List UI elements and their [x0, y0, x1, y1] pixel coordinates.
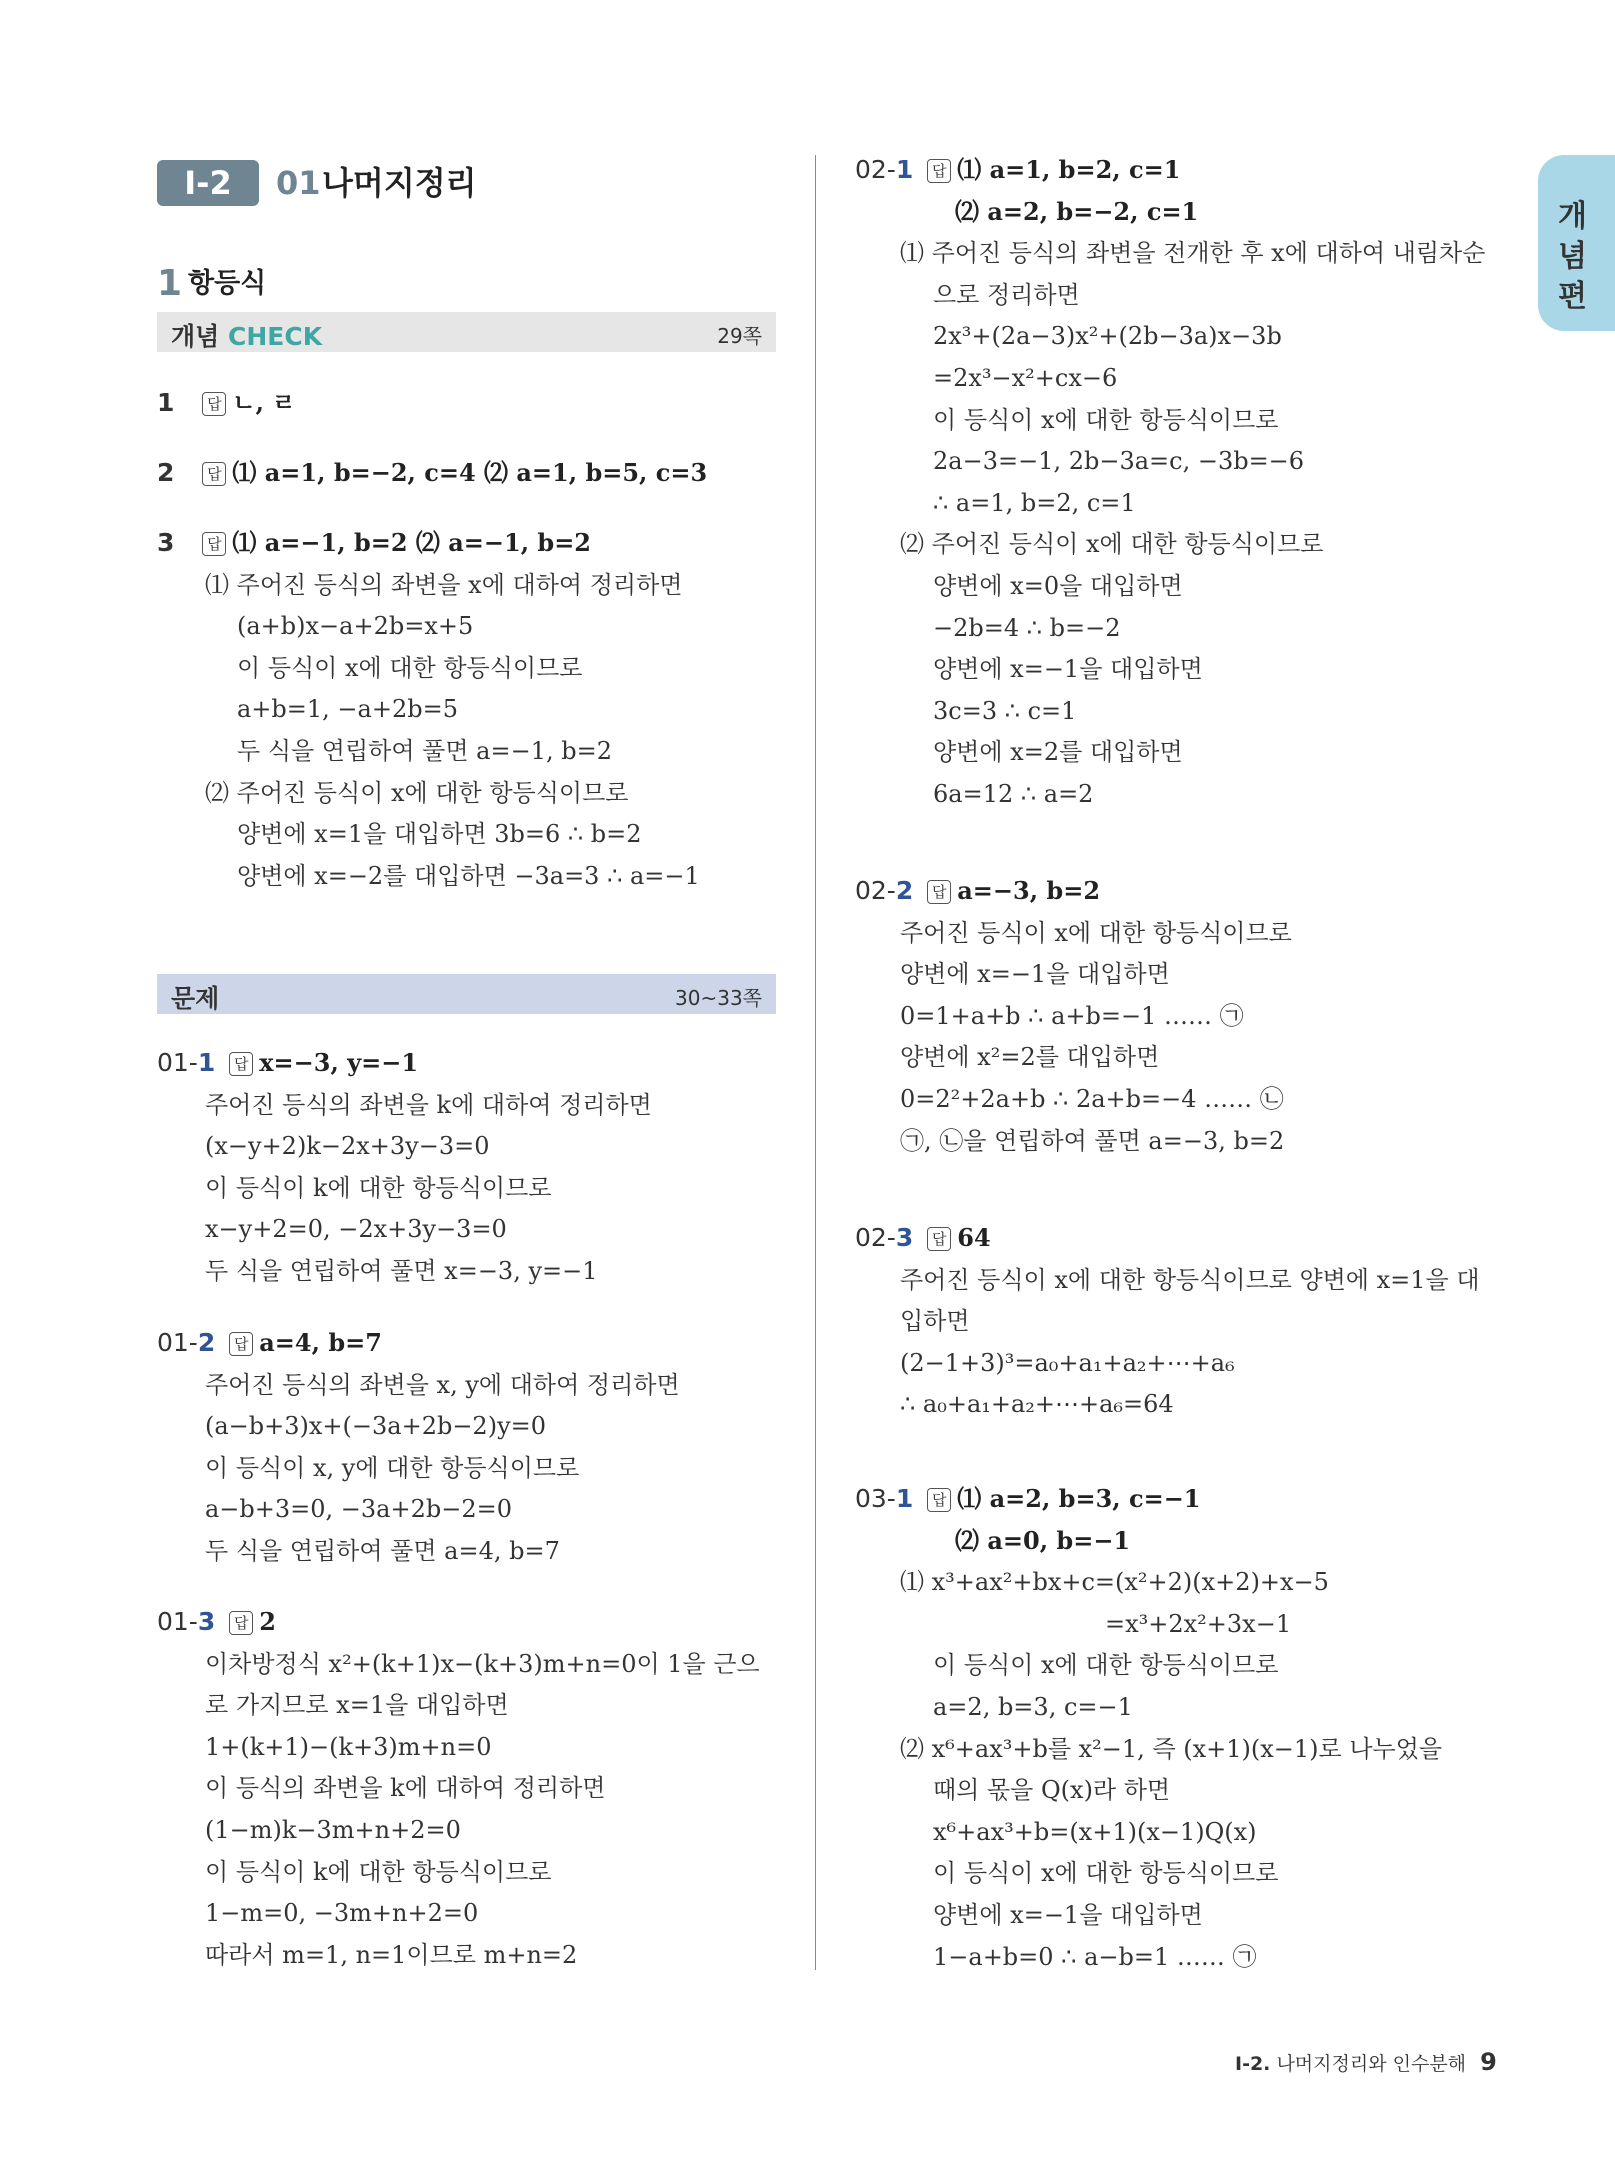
problem-03-1-answer: ⑴ a=2, b=3, c=−1: [957, 1484, 1201, 1513]
problem-solution-line: a−b+3=0, −3a+2b−2=0: [205, 1495, 512, 1524]
problem-solution-line: 이 등식이 x에 대한 항등식이므로: [933, 1859, 1279, 1888]
problem-solution-line: 0=1+a+b ∴ a+b=−1 …… ㉠: [900, 1001, 1244, 1030]
check-solution-line: a+b=1, −a+2b=5: [237, 695, 458, 724]
problem-solution-line: 이 등식이 x에 대한 항등식이므로: [933, 405, 1279, 434]
problem-01-1-answer: x=−3, y=−1: [259, 1048, 419, 1077]
problem-solution-line: 1−a+b=0 ∴ a−b=1 …… ㉠: [933, 1942, 1257, 1971]
problem-solution-line: 주어진 등식이 x에 대한 항등식이므로 양변에 x=1을 대: [900, 1265, 1480, 1294]
check-item-answer: ⑴ a=−1, b=2 ⑵ a=−1, b=2: [232, 528, 592, 557]
problem-solution-line: 두 식을 연립하여 풀면 a=4, b=7: [205, 1537, 560, 1565]
problem-03-1-number: 03-1: [855, 1484, 914, 1513]
problem-solution-line: ∴ a=1, b=2, c=1: [933, 488, 1136, 517]
problem-solution-line: ⑴ 주어진 등식의 좌변을 전개한 후 x에 대하여 내림차순: [900, 239, 1486, 268]
problem-solution-line: 2a−3=−1, 2b−3a=c, −3b=−6: [933, 447, 1305, 476]
check-item-answer: ㄴ, ㄹ: [232, 388, 296, 417]
page-number: 9: [1480, 2048, 1497, 2076]
problem-solution-line: =2x³−x²+cx−6: [933, 364, 1118, 392]
problem-solution-line: 으로 정리하면: [933, 280, 1080, 309]
problem-03-1-header: [855, 1484, 1201, 1514]
problem-solution-line: 6a=12 ∴ a=2: [933, 780, 1094, 808]
problem-solution-line: 0=2²+2a+b ∴ 2a+b=−4 …… ㉡: [900, 1085, 1284, 1113]
footer: [1235, 2048, 1497, 2076]
check-solution-line: 두 식을 연립하여 풀면 a=−1, b=2: [237, 737, 612, 765]
problem-solution-line: ㉠, ㉡을 연립하여 풀면 a=−3, b=2: [900, 1126, 1285, 1155]
section-number: 01: [276, 164, 321, 202]
side-tab-char-3: 편: [1558, 279, 1587, 314]
problem-solution-line: 양변에 x=−1을 대입하면: [933, 1901, 1203, 1929]
answer-mark-icon: 답: [229, 1611, 253, 1635]
problem-02-1-sub-number: 1: [895, 155, 914, 184]
problem-solution-line: x⁶+ax³+b=(x+1)(x−1)Q(x): [933, 1817, 1257, 1846]
problem-solution-line: ⑴ x³+ax²+bx+c=(x²+2)(x+2)+x−5: [900, 1568, 1329, 1597]
check-item-1: [157, 388, 296, 418]
problem-solution-line: 2x³+(2a−3)x²+(2b−3a)x−3b: [933, 322, 1282, 351]
side-tab: [1538, 155, 1615, 331]
problem-02-1-number: 02-1: [855, 155, 914, 184]
section-title: 나머지정리: [322, 164, 477, 202]
problem-solution-line: 따라서 m=1, n=1이므로 m+n=2: [205, 1940, 578, 1969]
problem-solution-line: 이 등식이 k에 대한 항등식이므로: [205, 1857, 552, 1886]
problem-solution-line: (1−m)k−3m+n+2=0: [205, 1816, 461, 1844]
check-solution-line: (a+b)x−a+2b=x+5: [237, 612, 474, 641]
answer-mark-icon: 답: [202, 392, 226, 416]
problem-solution-line: 양변에 x=2를 대입하면: [933, 738, 1183, 767]
concept-check-bar: [157, 312, 776, 352]
problem-03-1-sub-number: 1: [895, 1484, 914, 1513]
problem-01-2-sub-number: 2: [197, 1328, 216, 1357]
problem-solution-line: (a−b+3)x+(−3a+2b−2)y=0: [205, 1412, 547, 1441]
problem-solution-line: 이 등식이 x에 대한 항등식이므로: [933, 1651, 1279, 1680]
problem-01-3-answer: 2: [259, 1607, 276, 1636]
problem-solution-line: a=2, b=3, c=−1: [933, 1693, 1133, 1721]
problem-02-3-sub-number: 3: [895, 1223, 914, 1252]
check-item-3: [157, 528, 591, 558]
topic-number: 1: [157, 263, 183, 304]
problem-solution-line: 주어진 등식의 좌변을 x, y에 대하여 정리하면: [205, 1370, 680, 1399]
problem-solution-line: (2−1+3)³=a₀+a₁+a₂+⋯+a₆: [900, 1348, 1235, 1377]
check-solution-line: 이 등식이 x에 대한 항등식이므로: [237, 653, 583, 682]
problem-solution-line: 3c=3 ∴ c=1: [933, 696, 1077, 725]
answer-mark-icon: 답: [927, 1488, 951, 1512]
concept-label: 개념: [171, 322, 220, 351]
problem-01-3-number: 01-3: [157, 1607, 216, 1636]
problem-solution-line: 주어진 등식의 좌변을 k에 대하여 정리하면: [205, 1090, 652, 1119]
unit-badge: [157, 160, 259, 206]
problem-03-1-answer-2: ⑵ a=0, b=−1: [955, 1525, 1131, 1555]
side-tab-char-2: 념: [1558, 239, 1587, 274]
problem-02-1-header: [855, 155, 1180, 185]
answer-mark-icon: 답: [927, 159, 951, 183]
problem-02-2-sub-number: 2: [895, 876, 914, 905]
problem-01-1-header: [157, 1048, 418, 1078]
problem-02-1-answer-2: ⑵ a=2, b=−2, c=1: [955, 196, 1199, 226]
problem-01-3-sub-number: 3: [197, 1607, 216, 1636]
problem-solution-line: 양변에 x=0을 대입하면: [933, 572, 1183, 600]
problem-solution-line: 1−m=0, −3m+n+2=0: [205, 1899, 479, 1928]
problem-solution-line: ⑵ 주어진 등식이 x에 대한 항등식이므로: [900, 530, 1324, 559]
check-item-answer: ⑴ a=1, b=−2, c=4 ⑵ a=1, b=5, c=3: [232, 458, 708, 487]
problem-02-1-answer: ⑴ a=1, b=2, c=1: [957, 155, 1181, 184]
problem-solution-line: −2b=4 ∴ b=−2: [933, 613, 1121, 642]
answer-mark-icon: 답: [927, 880, 951, 904]
problem-02-2-header: [855, 876, 1100, 906]
problem-solution-line: 양변에 x=−1을 대입하면: [900, 960, 1170, 989]
concept-check-label: [171, 317, 322, 353]
check-item-2: [157, 458, 707, 488]
problem-solution-line: =x³+2x²+3x−1: [1105, 1609, 1292, 1638]
check-solution-line: 양변에 x=1을 대입하면 3b=6 ∴ b=2: [237, 820, 642, 849]
problem-solution-line: 두 식을 연립하여 풀면 x=−3, y=−1: [205, 1257, 598, 1285]
problem-01-1-sub-number: 1: [197, 1048, 216, 1077]
problem-solution-line: x−y+2=0, −2x+3y−3=0: [205, 1215, 507, 1244]
problem-label: 문제: [171, 984, 220, 1013]
problem-01-1-number: 01-1: [157, 1048, 216, 1077]
problem-01-2-answer: a=4, b=7: [259, 1328, 382, 1357]
problem-01-2-number: 01-2: [157, 1328, 216, 1357]
problem-02-2-answer: a=−3, b=2: [957, 876, 1101, 905]
problem-solution-line: ∴ a₀+a₁+a₂+⋯+a₆=64: [900, 1390, 1174, 1419]
answer-mark-icon: 답: [927, 1227, 951, 1251]
problem-solution-line: 이 등식의 좌변을 k에 대하여 정리하면: [205, 1774, 606, 1803]
topic-title: 항등식: [188, 268, 267, 299]
side-tab-char-1: 개: [1558, 199, 1587, 234]
problem-bar: [157, 974, 776, 1014]
problem-02-3-answer: 64: [957, 1223, 991, 1252]
problem-02-3-number: 02-3: [855, 1223, 914, 1252]
column-divider: [815, 155, 816, 1970]
problem-solution-line: 주어진 등식이 x에 대한 항등식이므로: [900, 918, 1292, 947]
problem-solution-line: (x−y+2)k−2x+3y−3=0: [205, 1132, 490, 1161]
problem-solution-line: 때의 몫을 Q(x)라 하면: [933, 1776, 1171, 1805]
problem-solution-line: 로 가지므로 x=1을 대입하면: [205, 1691, 509, 1720]
check-solution-line: 양변에 x=−2를 대입하면 −3a=3 ∴ a=−1: [237, 861, 700, 890]
check-solution-line: ⑵ 주어진 등식이 x에 대한 항등식이므로: [205, 778, 629, 807]
problem-solution-line: 이 등식이 k에 대한 항등식이므로: [205, 1173, 552, 1202]
check-item-number: 1: [157, 388, 175, 417]
problem-01-3-header: [157, 1607, 276, 1637]
problem-02-2-number: 02-2: [855, 876, 914, 905]
concept-check-pages: 29쪽: [717, 324, 762, 348]
footer-title: 나머지정리와 인수분해: [1276, 2053, 1467, 2075]
answer-mark-icon: 답: [229, 1332, 253, 1356]
problem-solution-line: 1+(k+1)−(k+3)m+n=0: [205, 1732, 492, 1761]
problem-solution-line: ⑵ x⁶+ax³+b를 x²−1, 즉 (x+1)(x−1)로 나누었을: [900, 1734, 1443, 1763]
answer-mark-icon: 답: [202, 462, 226, 486]
problem-solution-line: 이차방정식 x²+(k+1)x−(k+3)m+n=0이 1을 근으: [205, 1649, 760, 1678]
problem-pages: 30~33쪽: [675, 986, 762, 1010]
check-item-number: 2: [157, 458, 175, 487]
check-label: CHECK: [228, 322, 323, 351]
problem-solution-line: 양변에 x=−1을 대입하면: [933, 655, 1203, 684]
answer-mark-icon: 답: [229, 1052, 253, 1076]
problem-solution-line: 입하면: [900, 1307, 970, 1336]
unit-badge-label: Ⅰ-2: [184, 164, 232, 202]
check-item-number: 3: [157, 528, 175, 557]
answer-mark-icon: 답: [202, 532, 226, 556]
check-solution-line: ⑴ 주어진 등식의 좌변을 x에 대하여 정리하면: [205, 570, 683, 599]
footer-chapter: Ⅰ-2.: [1235, 2053, 1271, 2075]
problem-01-2-header: [157, 1328, 382, 1358]
problem-solution-line: 이 등식이 x, y에 대한 항등식이므로: [205, 1453, 580, 1482]
problem-solution-line: 양변에 x²=2를 대입하면: [900, 1043, 1160, 1072]
problem-02-3-header: [855, 1223, 991, 1253]
